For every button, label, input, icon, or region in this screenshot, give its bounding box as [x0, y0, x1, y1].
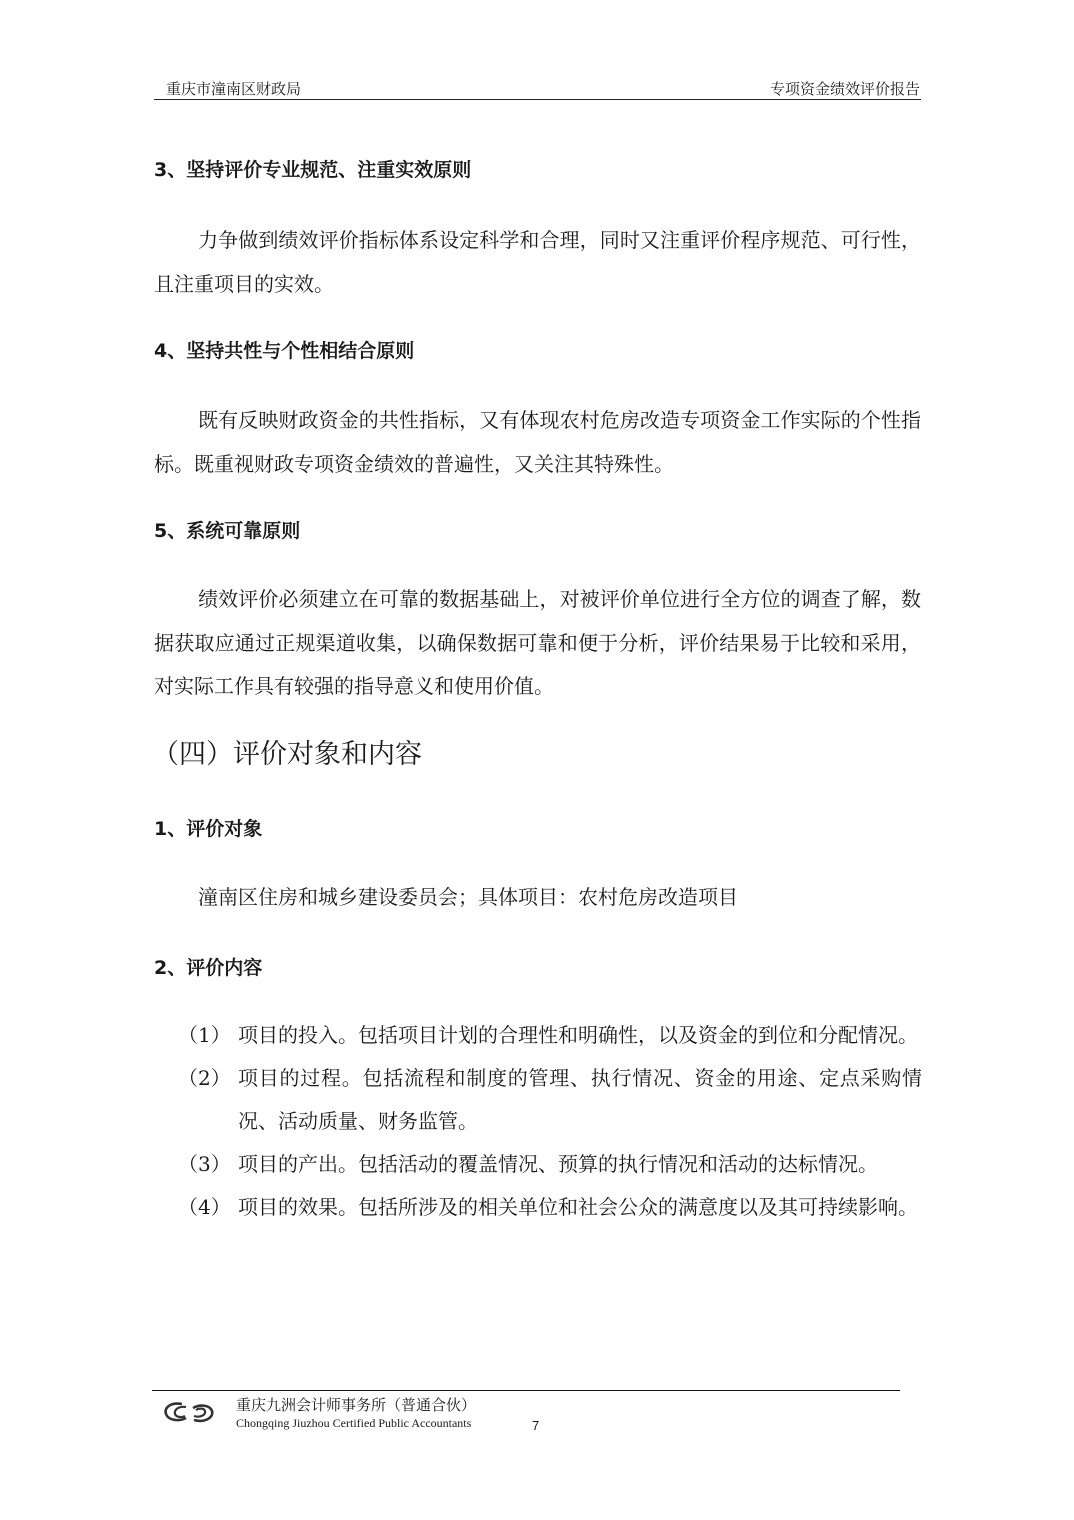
list-item-number: （2） — [178, 1066, 231, 1090]
list-item-number: （4） — [178, 1195, 231, 1219]
section-body-4: 既有反映财政资金的共性指标，又有体现农村危房改造专项资金工作实际的个性指标。既重视财政专项资金绩效的普遍性，又关注其特殊性。 — [154, 408, 921, 476]
list-item-text: 项目的效果。包括所涉及的相关单位和社会公众的满意度以及其可持续影响。 — [238, 1195, 918, 1219]
list-item-number: （1） — [178, 1023, 231, 1047]
firm-logo-icon — [160, 1398, 220, 1428]
footer-divider — [152, 1390, 900, 1391]
footer-firm-name-cn: 重庆九洲会计师事务所（普通合伙） — [236, 1396, 477, 1414]
section-body-3: 力争做到绩效评价指标体系设定科学和合理，同时又注重评价程序规范、可行性，且注重项目的实效。 — [154, 228, 921, 296]
list-item-number: （3） — [178, 1152, 231, 1176]
content-list — [178, 1014, 922, 1229]
section-heading-3: 3、坚持评价专业规范、注重实效原则 — [154, 159, 472, 181]
list-item — [178, 1186, 922, 1229]
list-item-text: 项目的产出。包括活动的覆盖情况、预算的执行情况和活动的达标情况。 — [238, 1152, 878, 1176]
object-body: 潼南区住房和城乡建设委员会；具体项目：农村危房改造项目 — [198, 885, 738, 909]
content-heading: 2、评价内容 — [154, 957, 263, 979]
header-divider — [154, 99, 921, 100]
chapter-heading: （四）评价对象和内容 — [152, 739, 422, 770]
header-org-name: 重庆市潼南区财政局 — [166, 80, 302, 98]
section-body-5: 绩效评价必须建立在可靠的数据基础上，对被评价单位进行全方位的调查了解，数据获取应通过正规渠道收集，以确保数据可靠和便于分析，评价结果易于比较和采用，对实际工作具有较强的指导意义和使用价值。 — [154, 587, 921, 698]
section-heading-4: 4、坚持共性与个性相结合原则 — [154, 340, 415, 362]
page-number: 7 — [532, 1418, 540, 1433]
header-report-title: 专项资金绩效评价报告 — [769, 80, 920, 98]
section-heading-5: 5、系统可靠原则 — [154, 520, 301, 542]
list-item — [178, 1057, 922, 1143]
list-item-text: 项目的过程。包括流程和制度的管理、执行情况、资金的用途、定点采购情况、活动质量、财务监管。 — [238, 1066, 922, 1133]
list-item-text: 项目的投入。包括项目计划的合理性和明确性，以及资金的到位和分配情况。 — [238, 1023, 918, 1047]
footer-firm-name-en: Chongqing Jiuzhou Certified Public Accountants — [236, 1416, 472, 1430]
object-heading: 1、评价对象 — [154, 818, 263, 840]
list-item — [178, 1143, 922, 1186]
list-item — [178, 1014, 922, 1057]
